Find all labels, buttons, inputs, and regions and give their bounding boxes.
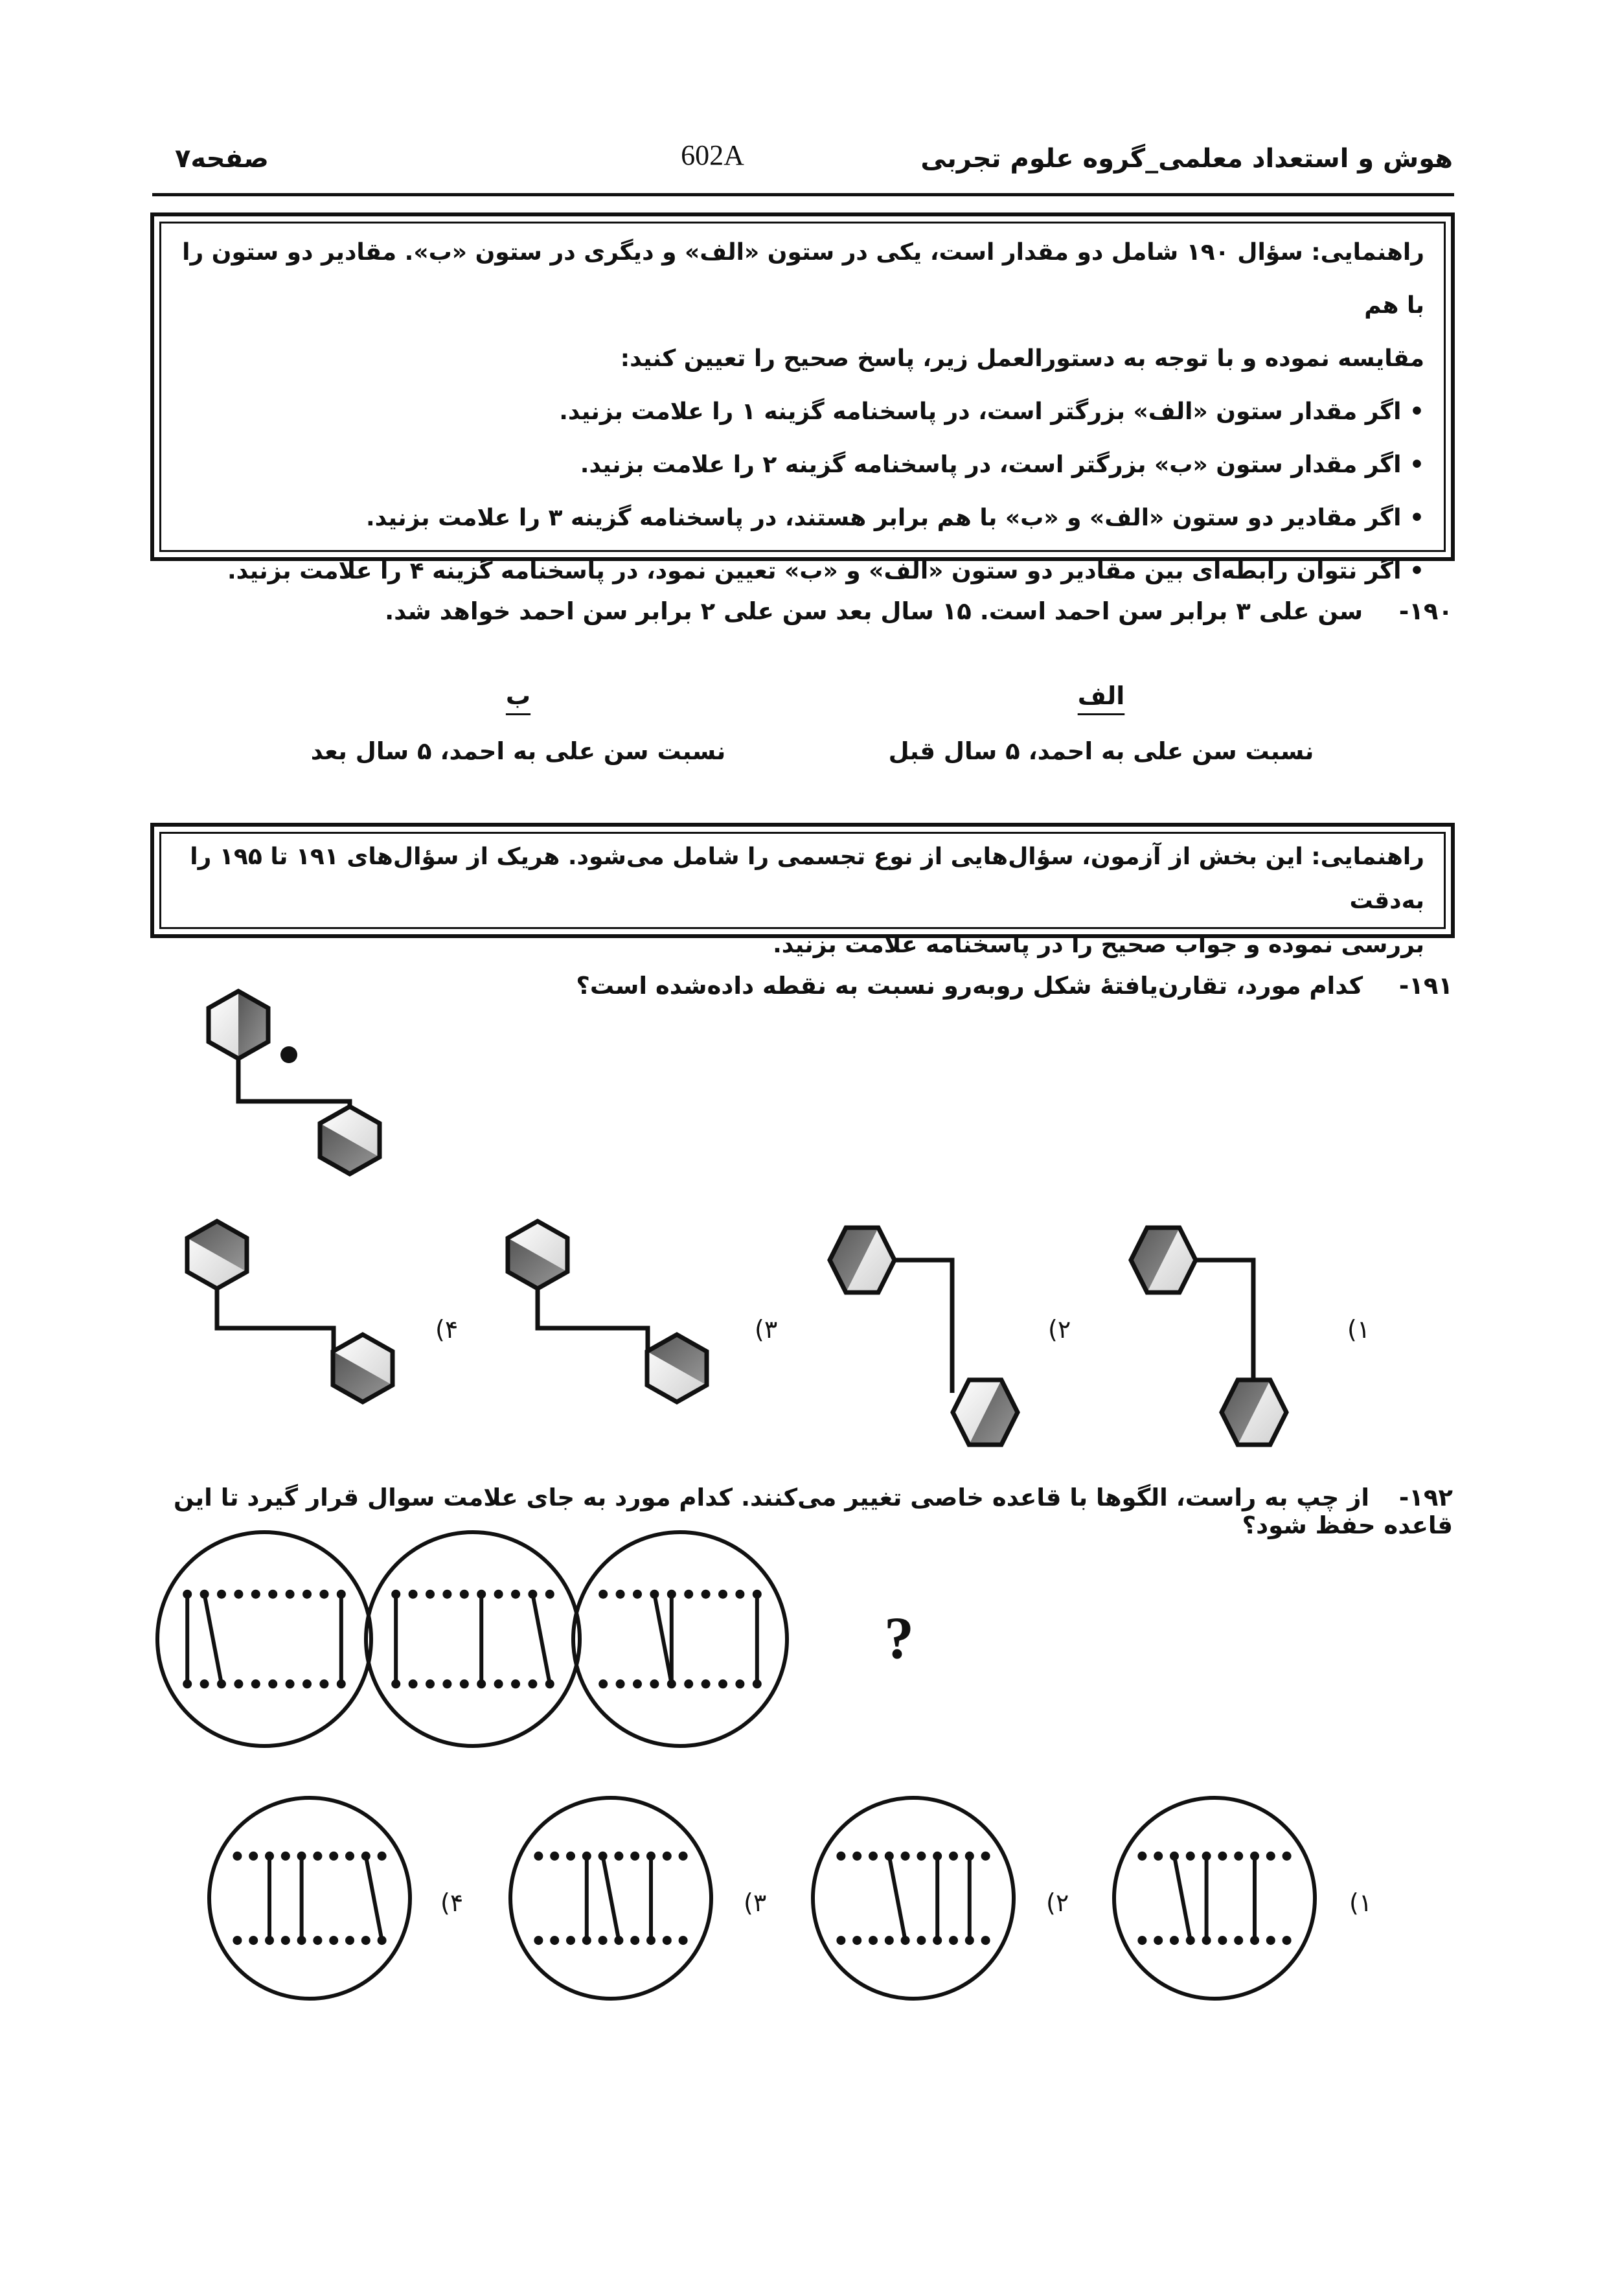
dot (650, 1679, 659, 1688)
dot (319, 1679, 328, 1688)
dot (1154, 1852, 1163, 1861)
guide-line: راهنمایی: این بخش از آزمون، سؤال‌هایی از نوع تجسمی را شامل می‌شود. هریک از سؤال‌های ۱۹۱ تا ۱۹۵ را به‌دقت (190, 844, 1424, 914)
dot (460, 1679, 469, 1688)
dot (251, 1590, 260, 1599)
booklet-code: 602A (681, 139, 744, 171)
dot (442, 1679, 451, 1688)
dot (329, 1852, 338, 1861)
dot (249, 1936, 258, 1945)
dot (701, 1679, 711, 1688)
question-number: ۱۹۲- (1398, 1484, 1453, 1511)
q192-pattern-3 (573, 1532, 787, 1746)
guide-line: • اگر مقدار ستون «ب» بزرگتر است، در پاسخنامه گزینه ۲ را علامت بزنید. (580, 452, 1424, 478)
dot (566, 1936, 575, 1945)
guide-line: • اگر مقادیر دو ستون «الف» و «ب» با هم برابر هستند، در پاسخنامه گزینه ۳ را علامت بزنید. (365, 505, 1424, 531)
dot (249, 1852, 258, 1861)
pattern-line (603, 1856, 619, 1940)
dot (949, 1852, 958, 1861)
q192-option-2-label[interactable]: ۲) (1046, 1888, 1069, 1917)
q192-pattern-1 (157, 1532, 371, 1746)
dot (286, 1590, 295, 1599)
dot (302, 1590, 312, 1599)
dot (718, 1679, 727, 1688)
dot (684, 1679, 693, 1688)
dot (534, 1852, 543, 1861)
dot (511, 1590, 520, 1599)
guide-line: • اگر مقدار ستون «الف» بزرگتر است، در پاسخنامه گزینه ۱ را علامت بزنید. (559, 398, 1424, 425)
question-text: کدام مورد، تقارن‌یافتهٔ شکل روبه‌رو نسبت به نقطه داده‌شده است؟ (576, 972, 1363, 1000)
dot (534, 1936, 543, 1945)
dot (234, 1590, 243, 1599)
dot (233, 1936, 242, 1945)
question-number: ۱۹۰- (1398, 597, 1453, 625)
pattern-circle (366, 1532, 580, 1746)
q192-pattern-2 (366, 1532, 580, 1746)
dot (286, 1679, 295, 1688)
dot (494, 1679, 503, 1688)
dot (1266, 1936, 1275, 1945)
q192-option-3-figure (510, 1798, 711, 1999)
guide-line: مقایسه نموده و با توجه به دستورالعمل زیر، پاسخ صحیح را تعیین کنید: (620, 345, 1424, 372)
dot (345, 1936, 354, 1945)
dot (852, 1852, 861, 1861)
pattern-line (654, 1594, 671, 1684)
guide-line: بررسی نموده و جواب صحیح را در پاسخنامه علامت بزنید. (773, 932, 1424, 958)
q191-option-1-label[interactable]: ۱) (1347, 1315, 1371, 1344)
dot (361, 1936, 370, 1945)
dot (836, 1936, 845, 1945)
dot (663, 1852, 672, 1861)
dot (409, 1679, 418, 1688)
dot (1186, 1852, 1195, 1861)
dot (735, 1679, 744, 1688)
dot (1234, 1936, 1243, 1945)
page-number: صفحه۷ (175, 144, 269, 174)
dot (313, 1852, 322, 1861)
q192-option-1-figure (1114, 1798, 1315, 1999)
q191-option-2-label[interactable]: ۲) (1048, 1315, 1071, 1344)
dot (598, 1679, 608, 1688)
q191-option-4-label[interactable]: ۴) (435, 1315, 459, 1344)
dot (1218, 1936, 1227, 1945)
dot (616, 1590, 625, 1599)
dot (633, 1679, 642, 1688)
dot (852, 1936, 861, 1945)
dot (460, 1590, 469, 1599)
dot (1137, 1936, 1146, 1945)
column-a-label: الف (1077, 682, 1125, 710)
dot (679, 1936, 688, 1945)
dot (598, 1936, 608, 1945)
q192-option-3-label[interactable]: ۳) (744, 1888, 767, 1917)
dot (679, 1852, 688, 1861)
dot (566, 1852, 575, 1861)
dot (200, 1679, 209, 1688)
q192-option-1-label[interactable]: ۱) (1349, 1888, 1373, 1917)
dot (426, 1590, 435, 1599)
dot (663, 1936, 672, 1945)
dot (319, 1590, 328, 1599)
dot (409, 1590, 418, 1599)
dot (1282, 1852, 1292, 1861)
dot (1234, 1852, 1243, 1861)
dot (917, 1852, 926, 1861)
pattern-line (532, 1594, 549, 1684)
q191-option-3-label[interactable]: ۳) (755, 1315, 778, 1344)
pattern-line (366, 1856, 382, 1940)
dot (268, 1590, 277, 1599)
question-number: ۱۹۱- (1398, 972, 1453, 1000)
q192-option-4-figure (209, 1798, 410, 1999)
dot (281, 1852, 290, 1861)
dot (981, 1852, 990, 1861)
dot (981, 1936, 990, 1945)
dot (1170, 1936, 1179, 1945)
dot (234, 1679, 243, 1688)
question-mark: ? (884, 1605, 914, 1671)
pattern-circle (813, 1798, 1014, 1999)
q192-option-4-label[interactable]: ۴) (440, 1888, 464, 1917)
guide-line: • اگر نتوان رابطه‌ای بین مقادیر دو ستون «الف» و «ب» تعیین نمود، در پاسخنامه گزینه ۴ را علامت بزنید. (227, 558, 1424, 584)
pattern-line (205, 1594, 222, 1684)
dot (345, 1852, 354, 1861)
dot (494, 1590, 503, 1599)
dot (869, 1852, 878, 1861)
pattern-circle (209, 1798, 410, 1999)
exam-title: هوش و استعداد معلمی_گروه علوم تجربی (920, 144, 1453, 174)
column-a-value: نسبت سن علی به احمد، ۵ سال قبل (888, 737, 1314, 765)
dot (701, 1590, 711, 1599)
column-b-value: نسبت سن علی به احمد، ۵ سال بعد (310, 737, 726, 765)
dot (630, 1852, 639, 1861)
dot (550, 1852, 559, 1861)
dot (633, 1590, 642, 1599)
pattern-circle (573, 1532, 787, 1746)
dot (598, 1590, 608, 1599)
dot (1137, 1852, 1146, 1861)
dot (442, 1590, 451, 1599)
dot (281, 1936, 290, 1945)
dot (1282, 1936, 1292, 1945)
pattern-line (889, 1856, 906, 1940)
dot (217, 1590, 226, 1599)
dot (869, 1936, 878, 1945)
dot (251, 1679, 260, 1688)
guide-line: راهنمایی: سؤال ۱۹۰ شامل دو مقدار است، یکی در ستون «الف» و دیگری در ستون «ب». مقادیر دو ستون را با هم (182, 239, 1424, 319)
dot (949, 1936, 958, 1945)
dot (329, 1936, 338, 1945)
dot (511, 1679, 520, 1688)
dot (614, 1852, 623, 1861)
dot (718, 1590, 727, 1599)
dot (885, 1936, 894, 1945)
dot (378, 1852, 387, 1861)
dot (684, 1590, 693, 1599)
pattern-line (1174, 1856, 1191, 1940)
column-b-label: ب (505, 682, 531, 710)
dot (550, 1936, 559, 1945)
dot (268, 1679, 277, 1688)
dot (1218, 1852, 1227, 1861)
question-text: سن علی ۳ برابر سن احمد است. ۱۵ سال بعد سن علی ۲ برابر سن احمد خواهد شد. (385, 597, 1363, 625)
dot (302, 1679, 312, 1688)
dot (901, 1852, 910, 1861)
dot (836, 1852, 845, 1861)
dot (313, 1936, 322, 1945)
dot (528, 1679, 537, 1688)
dot (630, 1936, 639, 1945)
dot (1154, 1936, 1163, 1945)
dot (233, 1852, 242, 1861)
pattern-circle (157, 1532, 371, 1746)
dot (735, 1590, 744, 1599)
question-text: از چپ به راست، الگوها با قاعده خاصی تغییر می‌کنند. کدام مورد به جای علامت سوال قرار گیرد تا این قاعده حفظ شود؟ (173, 1484, 1453, 1539)
dot (917, 1936, 926, 1945)
dot (616, 1679, 625, 1688)
q192-option-2-figure (813, 1798, 1014, 1999)
dot (545, 1590, 554, 1599)
dot (426, 1679, 435, 1688)
pattern-circle (1114, 1798, 1315, 1999)
dot (1266, 1852, 1275, 1861)
